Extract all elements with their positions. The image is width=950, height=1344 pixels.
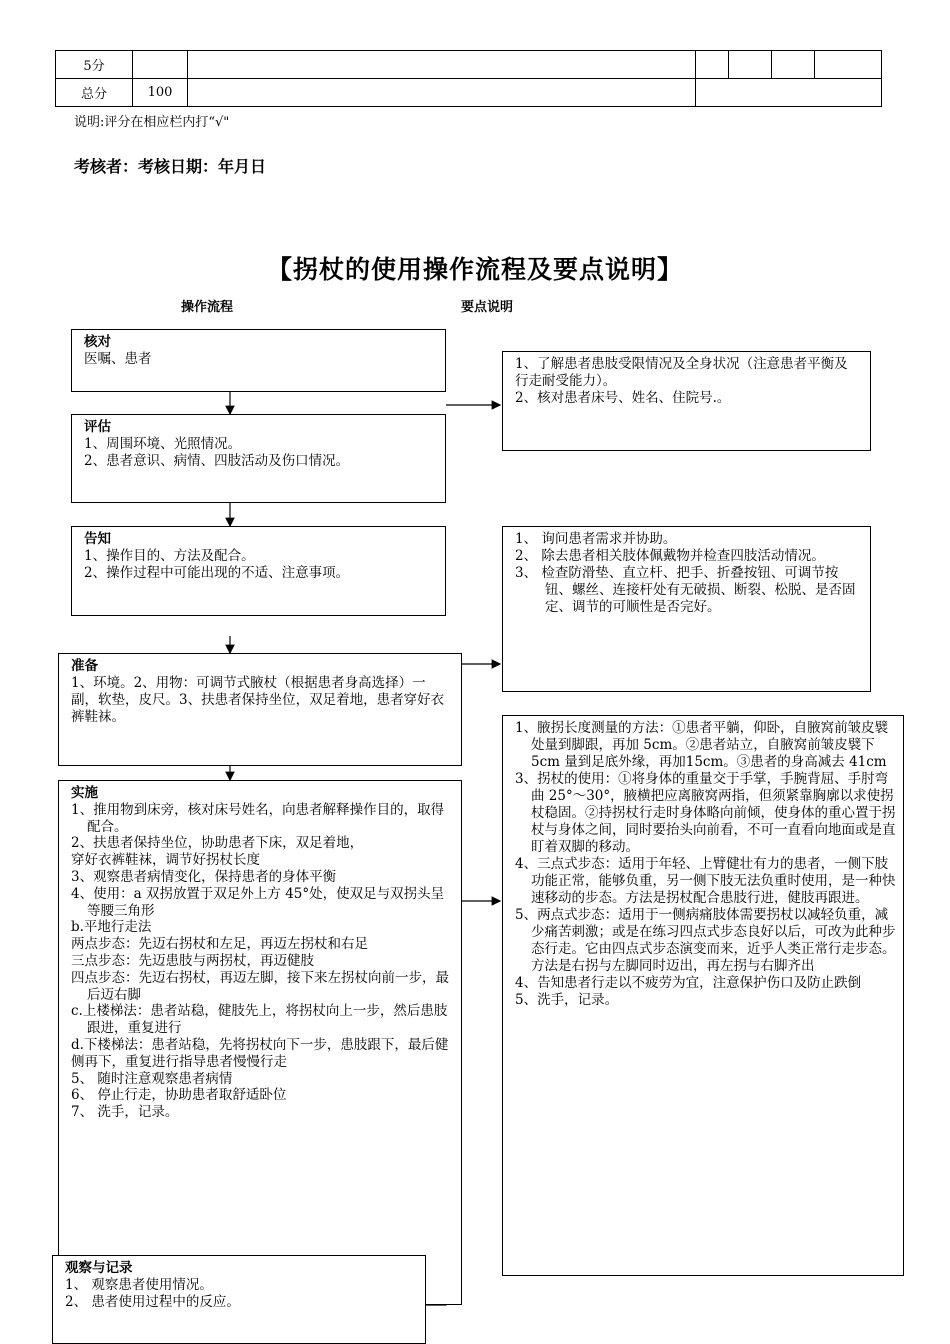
implement-line: 四点步态：先迈右拐杖，再迈左脚，接下来左拐杖向前一步，最后迈右脚 xyxy=(71,969,449,1003)
assess-heading: 评估 xyxy=(84,419,111,435)
inform-line: 2、操作过程中可能出现的不适、注意事项。 xyxy=(84,565,350,581)
flow-box-check xyxy=(71,329,446,392)
prepare-line: 1、环境。2、用物：可调节式腋杖（根据患者身高选择）一副，软垫，皮尺。3、扶患者保持坐位，双足着地，患者穿好衣裤鞋袜。 xyxy=(71,675,445,725)
flow-box-prepare xyxy=(58,653,462,766)
score-value: 100 xyxy=(133,79,188,107)
flow-box-implement xyxy=(58,780,462,1305)
points-line: 5、两点式步态：适用于一侧病痛肢体需要拐杖以减轻负重，减少痛苦刺激；或是在练习四点式步态良好以后，可改为此种步态行走。它由四点式步态演变而来，近乎人类正常行走步态。方法是右拐与左脚同时迈出，再左拐与右脚齐出 xyxy=(515,907,896,974)
points-line: 5、洗手，记录。 xyxy=(515,992,619,1008)
implement-line: 7、 洗手，记录。 xyxy=(71,1104,179,1121)
implement-line: 2、扶患者保持坐位，协助患者下床，双足着地， xyxy=(71,835,364,852)
points-line: 1、 询问患者需求并协助。 xyxy=(515,531,677,547)
scoring-note: 说明:评分在相应栏内打“√" xyxy=(74,115,230,130)
implement-line: 5、 随时注意观察患者病情 xyxy=(71,1070,233,1087)
score-label: 总分 xyxy=(56,79,133,107)
observe-line: 1、 观察患者使用情况。 xyxy=(65,1277,213,1293)
implement-heading: 实施 xyxy=(71,785,98,801)
points-line: 4、告知患者行走以不疲劳为宜，注意保护伤口及防止跌倒 xyxy=(515,975,862,991)
observe-line: 2、 患者使用过程中的反应。 xyxy=(65,1294,240,1310)
signature-line: 考核者：考核日期：年月日 xyxy=(74,157,267,176)
implement-line: 两点步态：先迈右拐杖和左足，再迈左拐杖和右足 xyxy=(71,936,368,953)
inform-heading: 告知 xyxy=(84,531,111,547)
flow-box-inform xyxy=(71,526,446,616)
implement-line: 6、 停止行走，协助患者取舒适卧位 xyxy=(71,1087,287,1104)
implement-line: c.上楼梯法：患者站稳，健肢先上，将拐杖向上一步，然后患肢跟进，重复进行 xyxy=(71,1003,448,1037)
implement-line: 三点步态：先迈患肢与两拐杖，再迈健肢 xyxy=(71,952,314,969)
points-line: 1、了解患者患肢受限情况及全身状况（注意患者平衡及行走耐受能力）。 xyxy=(515,356,848,389)
points-line: 3、拐杖的使用：①将身体的重量交于手掌，手腕背屈、手肘弯曲 25°～30°，腋横把应离腋窝两指，但须紧靠胸廓以求使拐杖稳固。②持拐杖行走时身体略向前倾，使身体的重心置于拐杖与身体之间，同时要抬头向前看，不可一直看向地面或是直盯着双脚的移动。 xyxy=(515,771,896,855)
check-heading: 核对 xyxy=(84,334,111,350)
implement-line: 3、观察患者病情变化，保持患者的身体平衡 xyxy=(71,868,337,885)
implement-line: 穿好衣裤鞋袜，调节好拐杖长度 xyxy=(71,852,260,869)
points-line: 4、三点式步态：适用于年轻、上臂健壮有力的患者，一侧下肢功能正常，能够负重，另一侧下肢无法负重时使用，是一种快速移动的步态。方法是拐杖配合患肢行进，健肢再跟进。 xyxy=(515,856,896,906)
points-line: 2、核对患者床号、姓名、住院号.。 xyxy=(515,390,731,406)
column-header-points: 要点说明 xyxy=(461,300,514,315)
flow-box-assess xyxy=(71,414,446,503)
observe-heading: 观察与记录 xyxy=(65,1260,133,1276)
points-box-2 xyxy=(502,526,871,692)
points-box-1 xyxy=(502,351,871,451)
check-line: 医嘱、患者 xyxy=(84,351,152,367)
points-line: 2、 除去患者相关肢体佩戴物并检查四肢活动情况。 xyxy=(515,548,825,564)
score-label: 5分 xyxy=(56,51,133,79)
flow-box-observe xyxy=(52,1255,426,1344)
points-line: 1、腋拐长度测量的方法：①患者平躺，仰卧，自腋窝前皱皮襞处量到脚跟，再加 5cm。②患者站立，自腋窝前皱皮襞下 5cm 量到足底外缘，再加15cm。③患者的身高减去 41cm xyxy=(515,720,889,770)
implement-line: 1、推用物到床旁，核对床号姓名，向患者解释操作目的，取得配合。 xyxy=(71,801,445,835)
page-title: 【拐杖的使用操作流程及要点说明】 xyxy=(266,255,683,284)
assess-line: 2、患者意识、病情、四肢活动及伤口情况。 xyxy=(84,453,350,469)
points-box-3 xyxy=(502,715,904,1276)
assess-line: 1、周围环境、光照情况。 xyxy=(84,436,242,452)
implement-line: 4、使用：a 双拐放置于双足外上方 45°处，使双足与双拐头呈等腰三角形 xyxy=(71,885,445,919)
column-header-flow: 操作流程 xyxy=(181,300,234,315)
implement-line: d.下楼梯法：患者站稳，先将拐杖向下一步，患肢跟下，最后健侧再下，重复进行指导患者慢慢行走 xyxy=(71,1036,449,1070)
implement-line: b.平地行走法 xyxy=(71,919,152,936)
inform-line: 1、操作目的、方法及配合。 xyxy=(84,548,255,564)
points-line: 3、 检查防滑垫、直立杆、把手、折叠按钮、可调节按钮、螺丝、连接杆处有无破损、断裂、松脱、是否固定、调节的可顺性是否完好。 xyxy=(515,565,856,615)
prepare-heading: 准备 xyxy=(71,658,98,674)
